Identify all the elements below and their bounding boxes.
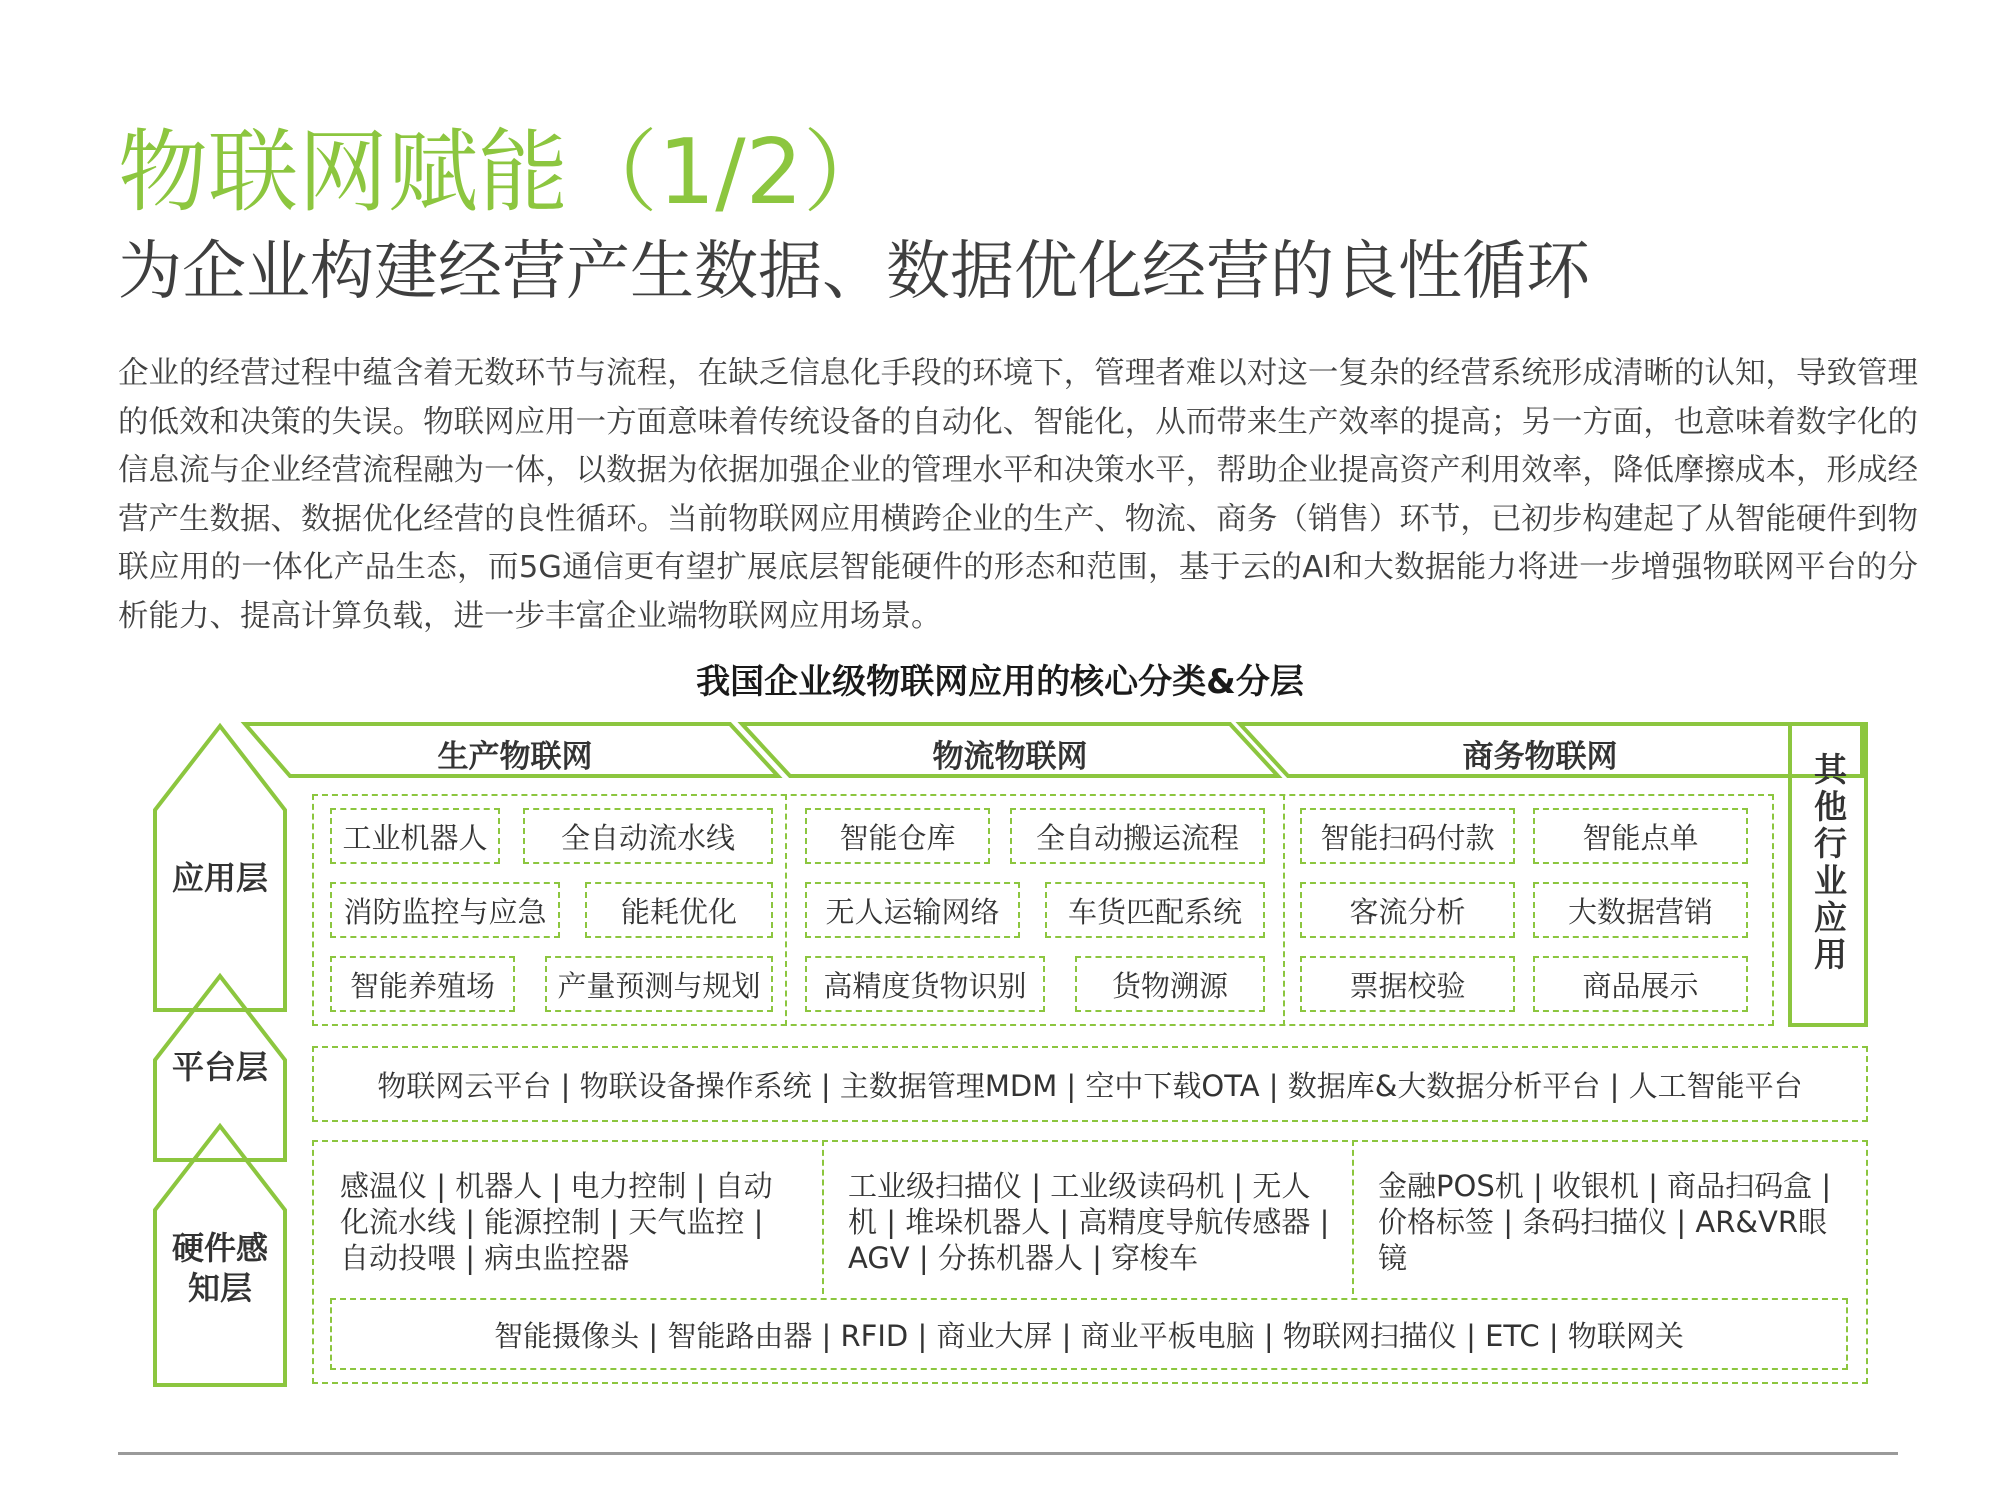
app-tag: 智能养殖场: [330, 956, 515, 1012]
app-tag: 票据校验: [1300, 956, 1515, 1012]
app-tag: 智能点单: [1533, 808, 1748, 864]
body-paragraph: 企业的经营过程中蕴含着无数环节与流程，在缺乏信息化手段的环境下，管理者难以对这一复杂的经营系统形成清晰的认知，导致管理的低效和决策的失误。物联网应用一方面意味着传统设备的自动化、智能化，从而带来生产效率的提高；另一方面，也意味着数字化的信息流与企业经营流程融为一体，以数据为依据加强企业的管理水平和决策水平，帮助企业提高资产利用效率，降低摩擦成本，形成经营产生数据、数据优化经营的良性循环。当前物联网应用横跨企业的生产、物流、商务（销售）环节，已初步构建起了从智能硬件到物联应用的一体化产品生态，而5G通信更有望扩展底层智能硬件的形态和范围，基于云的AI和大数据能力将进一步增强物联网平台的分析能力、提高计算负载，进一步丰富企业端物联网应用场景。: [118, 356, 1918, 634]
app-tag: 商品展示: [1533, 956, 1748, 1012]
app-tag: 高精度货物识别: [805, 956, 1045, 1012]
app-divider-1: [785, 794, 787, 1026]
app-tag: 货物溯源: [1075, 956, 1265, 1012]
layer-label-platform: 平台层: [171, 1048, 268, 1086]
app-tag: 无人运输网络: [805, 882, 1020, 938]
hardware-production: 感温仪 | 机器人 | 电力控制 | 自动化流水线 | 能源控制 | 天气监控 | 自动投喂 | 病虫监控器: [340, 1169, 773, 1275]
hardware-common-box: [330, 1298, 1848, 1370]
app-tag: 消防监控与应急: [330, 882, 560, 938]
app-tag: 大数据营销: [1533, 882, 1748, 938]
platform-layer-box: [312, 1046, 1868, 1122]
hardware-common-text: 智能摄像头 | 智能路由器 | RFID | 商业大屏 | 商业平板电脑 | 物联网扫描仪 | ETC | 物联网关: [494, 1318, 1684, 1353]
footer-divider: [118, 1452, 1898, 1455]
page-title: 物联网赋能（1/2）: [118, 120, 893, 225]
page-subtitle: 为企业构建经营产生数据、数据优化经营的良性循环: [118, 235, 1590, 309]
category-logistics: 物流物联网: [932, 738, 1088, 775]
app-tag: 客流分析: [1300, 882, 1515, 938]
category-commerce: 商务物联网: [1462, 738, 1618, 775]
app-tag: 车货匹配系统: [1045, 882, 1265, 938]
hw-divider-1: [822, 1140, 824, 1294]
category-other: 其他行业应用: [1809, 752, 1848, 974]
layer-label-hardware: 硬件感知层: [171, 1229, 268, 1307]
app-tag: 智能扫码付款: [1300, 808, 1515, 864]
app-tag: 全自动搬运流程: [1010, 808, 1265, 864]
hardware-logistics: 工业级扫描仪 | 工业级读码机 | 无人机 | 堆垛机器人 | 高精度导航传感器 | AGV | 分拣机器人 | 穿梭车: [848, 1169, 1330, 1275]
app-divider-2: [1283, 794, 1285, 1026]
app-tag: 智能仓库: [805, 808, 990, 864]
other-industries-box: [1788, 722, 1868, 1027]
category-production: 生产物联网: [437, 738, 593, 775]
app-tag: 全自动流水线: [523, 808, 773, 864]
app-tag: 能耗优化: [585, 882, 773, 938]
platform-text: 物联网云平台 | 物联设备操作系统 | 主数据管理MDM | 空中下载OTA | 数据库&大数据分析平台 | 人工智能平台: [377, 1068, 1803, 1103]
app-tag: 工业机器人: [330, 808, 500, 864]
layer-label-app: 应用层: [171, 859, 268, 897]
hardware-commerce: 金融POS机 | 收银机 | 商品扫码盒 | 价格标签 | 条码扫描仪 | AR&VR眼镜: [1378, 1169, 1832, 1275]
diagram-title: 我国企业级物联网应用的核心分类&分层: [696, 662, 1304, 702]
hw-divider-2: [1352, 1140, 1354, 1294]
app-tag: 产量预测与规划: [545, 956, 773, 1012]
